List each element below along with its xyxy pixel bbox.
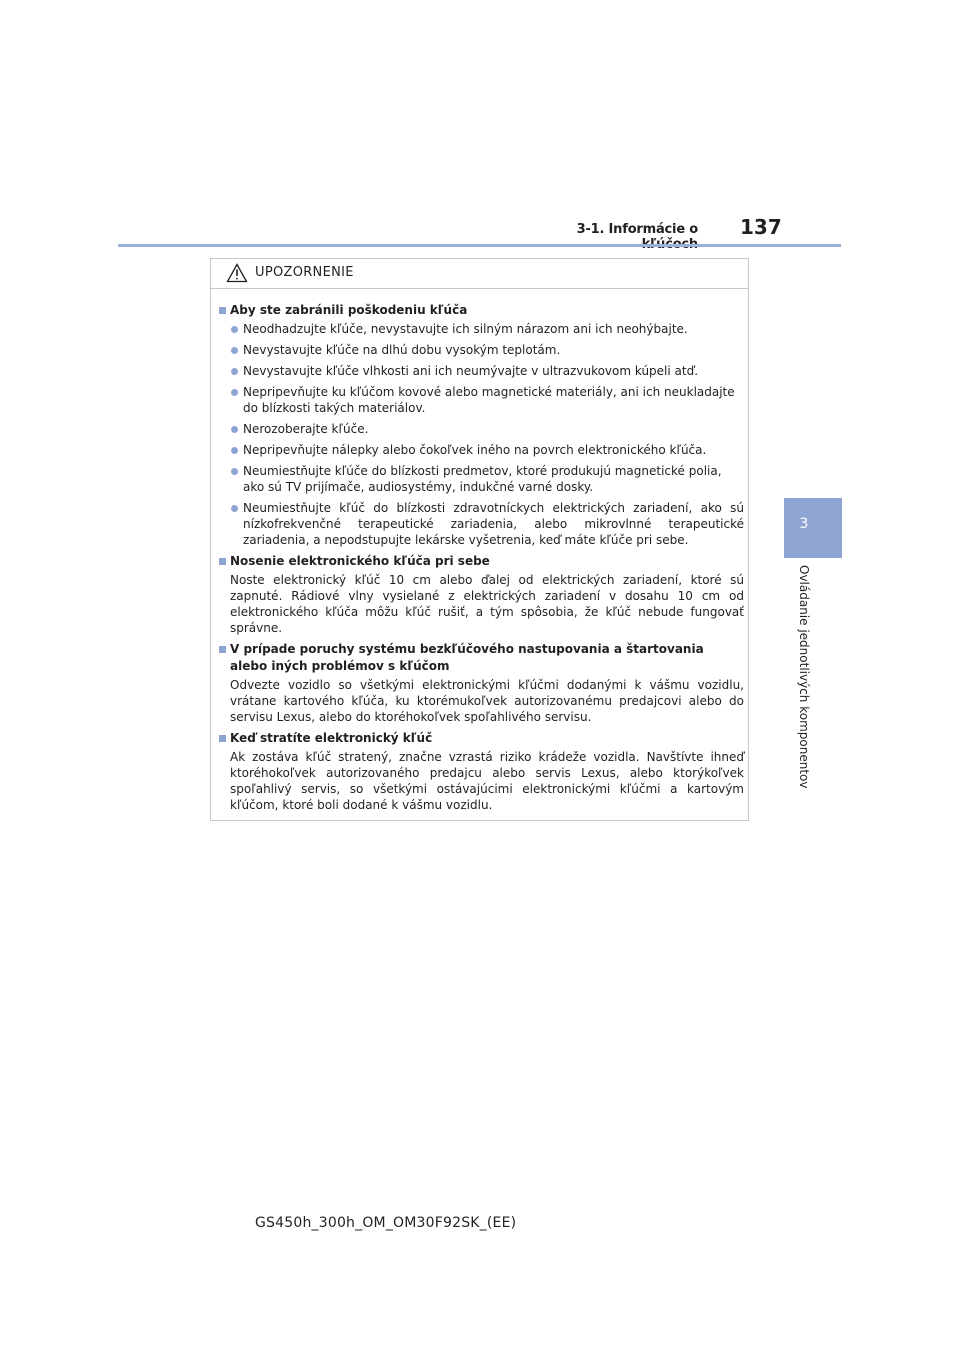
- section-heading: Keď stratíte elektronický kľúč: [219, 730, 744, 747]
- list-item: [219, 321, 744, 337]
- section-heading: Aby ste zabránili poškodeniu kľúča: [219, 302, 744, 319]
- section-paragraph: Ak zostáva kľúč stratený, značne vzrastá riziko krádeže vozidla. Navštívte ihneď ktoréhokoľvek autorizovaného predajcu alebo servis Lexus, alebo ktorýkoľvek spoľahlivý servis, so všetkými ostávajúcimi elektronickými kľúčmi a kartovým kľúčom, ktoré boli dodané k vášmu vozidlu.: [230, 750, 744, 812]
- warning-box: [210, 258, 749, 821]
- bullet-dot-icon: [231, 505, 238, 512]
- list-item: [219, 442, 744, 458]
- list-item-text: Neumiestňujte kľúče do blízkosti predmetov, ktoré produkujú magnetické polia, ako sú TV prijímače, audiosystémy, indukčné varné dosky.: [243, 464, 722, 494]
- list-item-text: Neodhadzujte kľúče, nevystavujte ich silným nárazom ani ich neohýbajte.: [243, 322, 688, 336]
- list-item-text: Neumiestňujte kľúč do blízkosti zdravotníckych elektrických zariadení, ako sú nízkofrekvenčné terapeutické zariadenia, alebo mikrovlnné terapeutické zariadenia, a nepodstupujte lekárske vyšetrenia, keď máte kľúče pri sebe.: [243, 501, 744, 547]
- list-item-text: Nevystavujte kľúče na dlhú dobu vysokým teplotám.: [243, 343, 561, 357]
- chapter-label: Ovládanie jednotlivých komponentov: [797, 565, 811, 789]
- list-item-text: Nepripevňujte ku kľúčom kovové alebo magnetické materiály, ani ich neukladajte do blízkosti takých materiálov.: [243, 385, 735, 415]
- warning-header: [211, 259, 748, 289]
- list-item: [219, 363, 744, 379]
- warning-body: [211, 289, 748, 813]
- list-item: [219, 384, 744, 416]
- list-item: [219, 463, 744, 495]
- bullet-dot-icon: [231, 447, 238, 454]
- section-heading: Nosenie elektronického kľúča pri sebe: [219, 553, 744, 570]
- list-item-text: Nerozoberajte kľúče.: [243, 422, 369, 436]
- footer-doc-code: GS450h_300h_OM_OM30F92SK_(EE): [255, 1215, 517, 1231]
- bullet-dot-icon: [231, 368, 238, 375]
- warning-triangle-icon: [226, 263, 248, 283]
- list-item-text: Nepripevňujte nálepky alebo čokoľvek iného na povrch elektronického kľúča.: [243, 443, 707, 457]
- section-key-damage: [219, 302, 744, 548]
- warning-title: UPOZORNENIE: [255, 265, 354, 280]
- bullet-dot-icon: [231, 426, 238, 433]
- chapter-number: 3: [799, 516, 809, 532]
- list-item-text: Nevystavujte kľúče vlhkosti ani ich neumývajte v ultrazvukovom kúpeli atď.: [243, 364, 699, 378]
- bullet-dot-icon: [231, 468, 238, 475]
- bullet-dot-icon: [231, 389, 238, 396]
- chapter-tab: [784, 498, 842, 558]
- section-system-malfunction: [219, 641, 744, 725]
- list-item: [219, 342, 744, 358]
- section-heading: V prípade poruchy systému bezkľúčového nastupovania a štartovania alebo iných problémov s kľúčom: [219, 641, 744, 675]
- bullet-dot-icon: [231, 347, 238, 354]
- section-carrying-key: [219, 553, 744, 636]
- header-rule: [118, 244, 841, 247]
- section-paragraph: Odvezte vozidlo so všetkými elektronickými kľúčmi dodanými k vášmu vozidlu, vrátane kartového kľúča, ku ktorémukoľvek autorizovanému predajcovi alebo do servisu Lexus, alebo do ktoréhokoľvek spoľahlivého servisu.: [230, 678, 744, 724]
- section-lost-key: [219, 730, 744, 813]
- bullet-dot-icon: [231, 326, 238, 333]
- list-item: [219, 500, 744, 548]
- section-paragraph: Noste elektronický kľúč 10 cm alebo ďalej od elektrických zariadení, ktoré sú zapnuté. Rádiové vlny vysielané z elektrických zariadení v dosahu 10 cm od elektronického kľúča môžu kľúč rušiť, a tým spôsobia, že kľúč nebude fungovať správne.: [230, 573, 744, 635]
- section-header-title: 3-1. Informácie o: [576, 222, 698, 237]
- list-item: [219, 421, 744, 437]
- page-number: 137: [740, 215, 782, 239]
